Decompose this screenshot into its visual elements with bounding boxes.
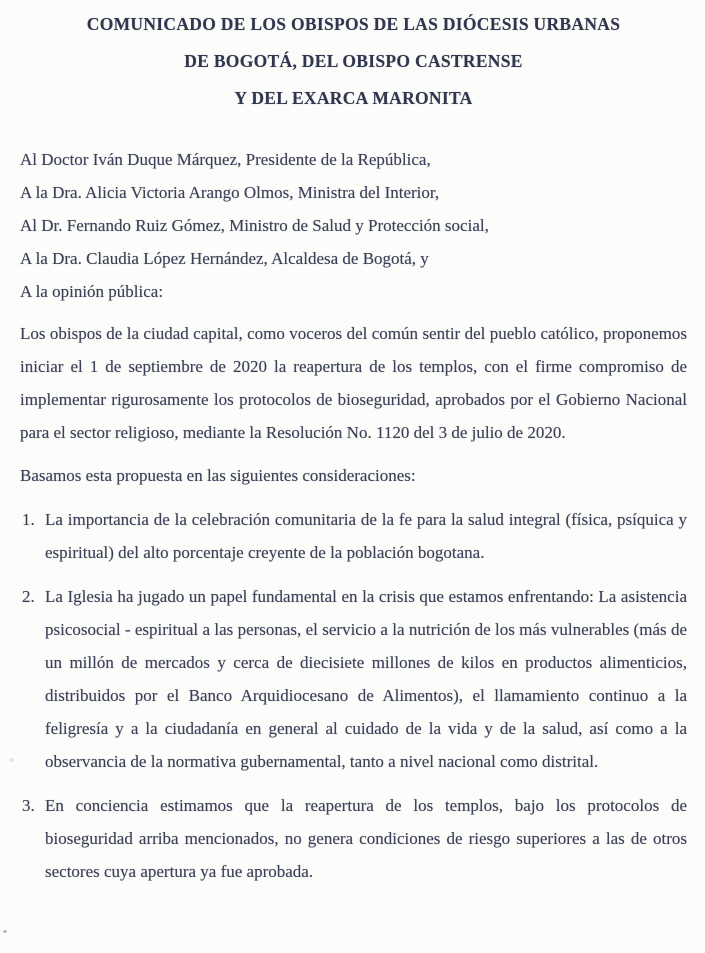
- recipient-president: Al Doctor Iván Duque Márquez, Presidente de la República,: [20, 150, 431, 169]
- title-line-3: Y DEL EXARCA MARONITA: [234, 88, 473, 108]
- list-item-3: [20, 789, 687, 888]
- title-line-1: COMUNICADO DE LOS OBISPOS DE LAS DIÓCESIS URBANAS: [86, 14, 621, 34]
- list-item-3-number: 3.: [22, 796, 35, 815]
- list-item-1-number: 1.: [22, 510, 35, 529]
- list-item-2-number: 2.: [22, 587, 35, 606]
- title-line-2: DE BOGOTÁ, DEL OBISPO CASTRENSE: [184, 51, 523, 71]
- list-item-3-text: En conciencia estimamos que la reapertura de los templos, bajo los protocolos de bioseguridad arriba mencionados, no genera condiciones de riesgo superiores a las de otros sectores cuya apertura ya fue aprobada.: [45, 796, 687, 881]
- scan-artifact-speck: [9, 758, 14, 762]
- list-item-2: [20, 580, 687, 778]
- scan-artifact-speck: [3, 930, 7, 933]
- list-item-1-text: La importancia de la celebración comunitaria de la fe para la salud integral (física, psíquica y espiritual) del alto porcentaje creyente de la población bogotana.: [45, 510, 687, 562]
- list-item-1: [20, 503, 687, 569]
- recipient-interior-minister: A la Dra. Alicia Victoria Arango Olmos, Ministra del Interior,: [20, 183, 440, 202]
- considerations-list: [20, 503, 687, 888]
- recipient-health-minister: Al Dr. Fernando Ruiz Gómez, Ministro de Salud y Protección social,: [20, 216, 489, 235]
- considerations-intro: Basamos esta propuesta en las siguientes consideraciones:: [20, 466, 416, 485]
- document-title: [20, 6, 687, 117]
- list-item-2-text: La Iglesia ha jugado un papel fundamental en la crisis que estamos enfrentando: La asistencia psicosocial - espiritual a las personas, el servicio a la nutrición de los más vulnerables (más de un millón de mercados y cerca de diecisiete millones de kilos en productos alimenticios, distribuidos por el Banco Arquidiocesano de Alimentos), el llamamiento continuo a la feligresía y a la ciudadanía en general al cuidado de la vida y de la salud, así como a la observancia de la normativa gubernamental, tanto a nivel nacional como distrital.: [45, 587, 687, 771]
- opening-paragraph: Los obispos de la ciudad capital, como voceros del común sentir del pueblo católico, proponemos iniciar el 1 de septiembre de 2020 la reapertura de los templos, con el firme compromiso de implementar rigurosamente los protocolos de bioseguridad, aprobados por el Gobierno Nacional para el sector religioso, mediante la Resolución No. 1120 del 3 de julio de 2020.: [20, 324, 687, 442]
- recipient-mayor: A la Dra. Claudia López Hernández, Alcaldesa de Bogotá, y: [20, 249, 429, 268]
- recipient-public-opinion: A la opinión pública:: [20, 282, 164, 301]
- recipients-block: [20, 143, 687, 308]
